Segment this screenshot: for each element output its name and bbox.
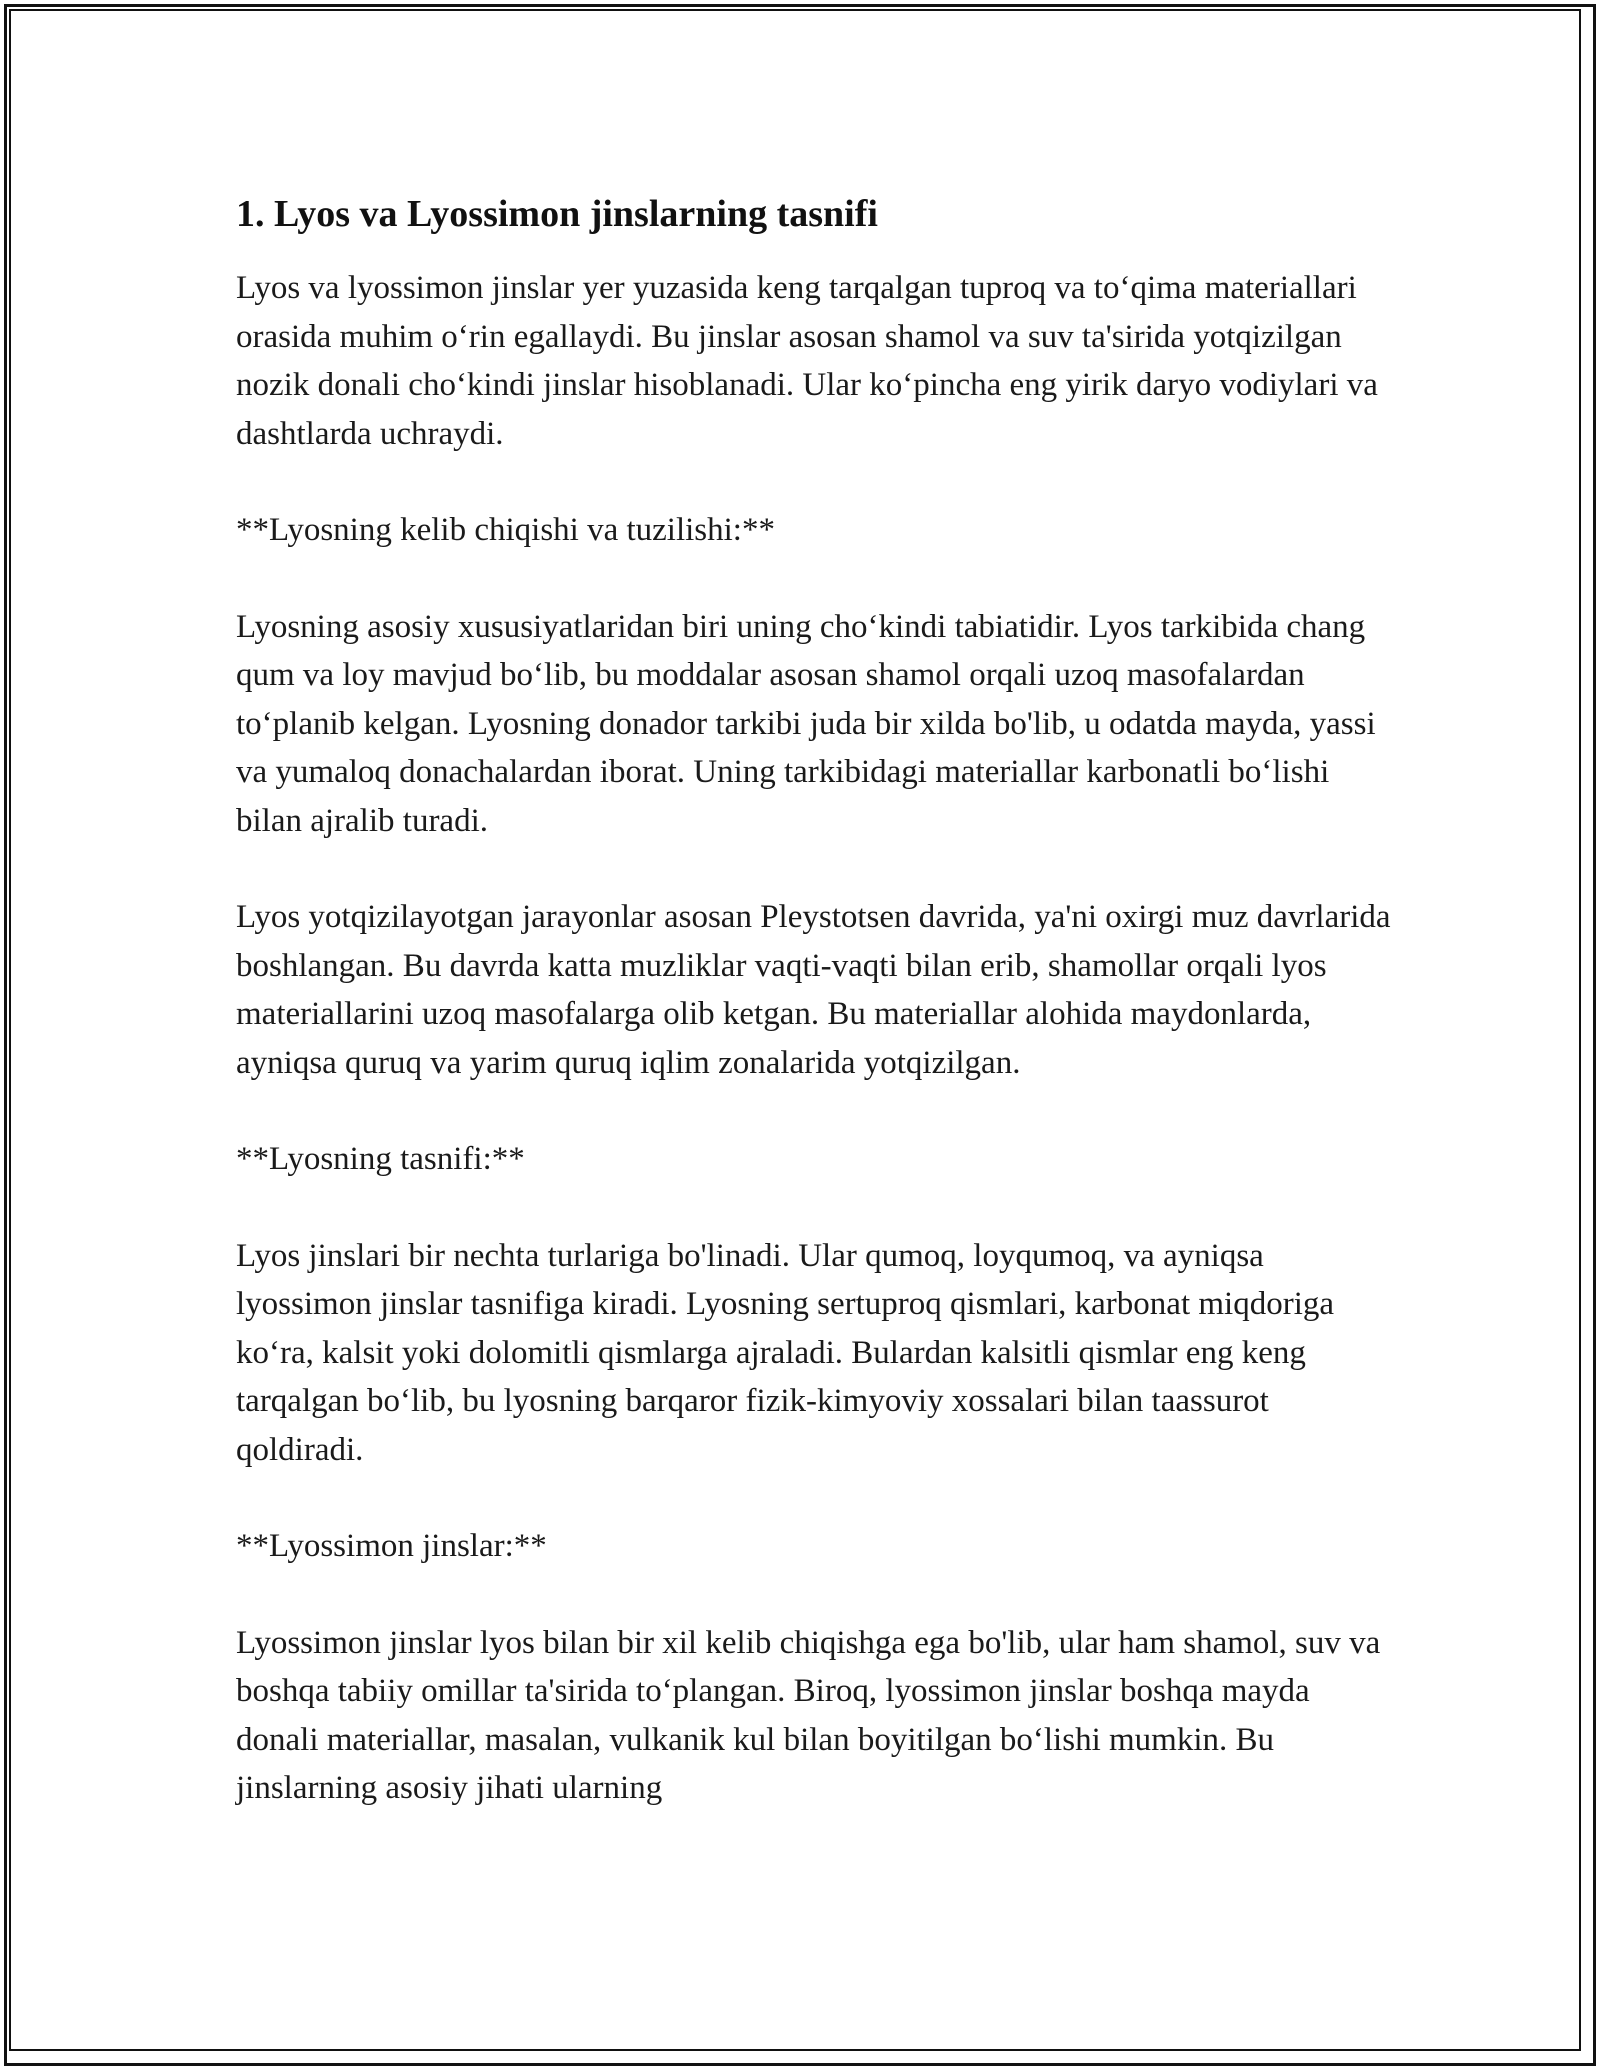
section-heading: 1. Lyos va Lyossimon jinslarning tasnifi xyxy=(236,193,878,235)
paragraph-loess-like: Lyossimon jinslar lyos bilan bir xil kelib chiqishga ega bo'lib, ular ham shamol, suv va boshqa tabiiy omillar ta'sirida to‘plangan. Biroq, lyossimon jinslar boshqa mayda donali materiallar, masalan, vulkanik kul bilan boyitilgan bo‘lishi mumkin. Bu jinslarning asosiy jihati ularning xyxy=(236,1624,1381,1806)
subheading-loess-like: **Lyossimon jinslar:** xyxy=(236,1528,547,1564)
paragraph-classification: Lyos jinslari bir nechta turlariga bo'linadi. Ular qumoq, loyqumoq, va ayniqsa lyossimon jinslar tasnifiga kiradi. Lyosning sertuproq qismlari, karbonat miqdoriga ko‘ra, kalsit yoki dolomitli qismlarga ajraladi. Bulardan kalsitli qismlar eng keng tarqalgan bo‘lib, bu lyosning barqaror fizik-kimyoviy xossalari bilan taassurot qoldiradi. xyxy=(236,1237,1335,1468)
paragraph-intro: Lyos va lyossimon jinslar yer yuzasida keng tarqalgan tuproq va to‘qima materiallari orasida muhim o‘rin egallaydi. Bu jinslar asosan shamol va suv ta'sirida yotqizilgan nozik donali cho‘kindi jinslar hisoblanadi. Ular ko‘pincha eng yirik daryo vodiylari va dashtlarda uchraydi. xyxy=(236,270,1378,452)
subheading-origin: **Lyosning kelib chiqishi va tuzilishi:** xyxy=(236,512,775,548)
document-body xyxy=(236,186,1396,1813)
paragraph-pleistocene: Lyos yotqizilayotgan jarayonlar asosan Pleystotsen davrida, ya'ni oxirgi muz davrlarida boshlangan. Bu davrda katta muzliklar vaqti-vaqti bilan erib, shamollar orqali lyos materiallarini uzoq masofalarga olib ketgan. Bu materiallar alohida maydonlarda, ayniqsa quruq va yarim quruq iqlim zonalarida yotqizilgan. xyxy=(236,899,1391,1081)
paragraph-origin-composition: Lyosning asosiy xususiyatlaridan biri uning cho‘kindi tabiatidir. Lyos tarkibida chang qum va loy mavjud bo‘lib, bu moddalar asosan shamol orqali uzoq masofalardan to‘planib kelgan. Lyosning donador tarkibi juda bir xilda bo'lib, u odatda mayda, yassi va yumaloq donachalardan iborat. Uning tarkibidagi materiallar karbonatli bo‘lishi bilan ajralib turadi. xyxy=(236,608,1376,839)
subheading-classification: **Lyosning tasnifi:** xyxy=(236,1141,525,1177)
